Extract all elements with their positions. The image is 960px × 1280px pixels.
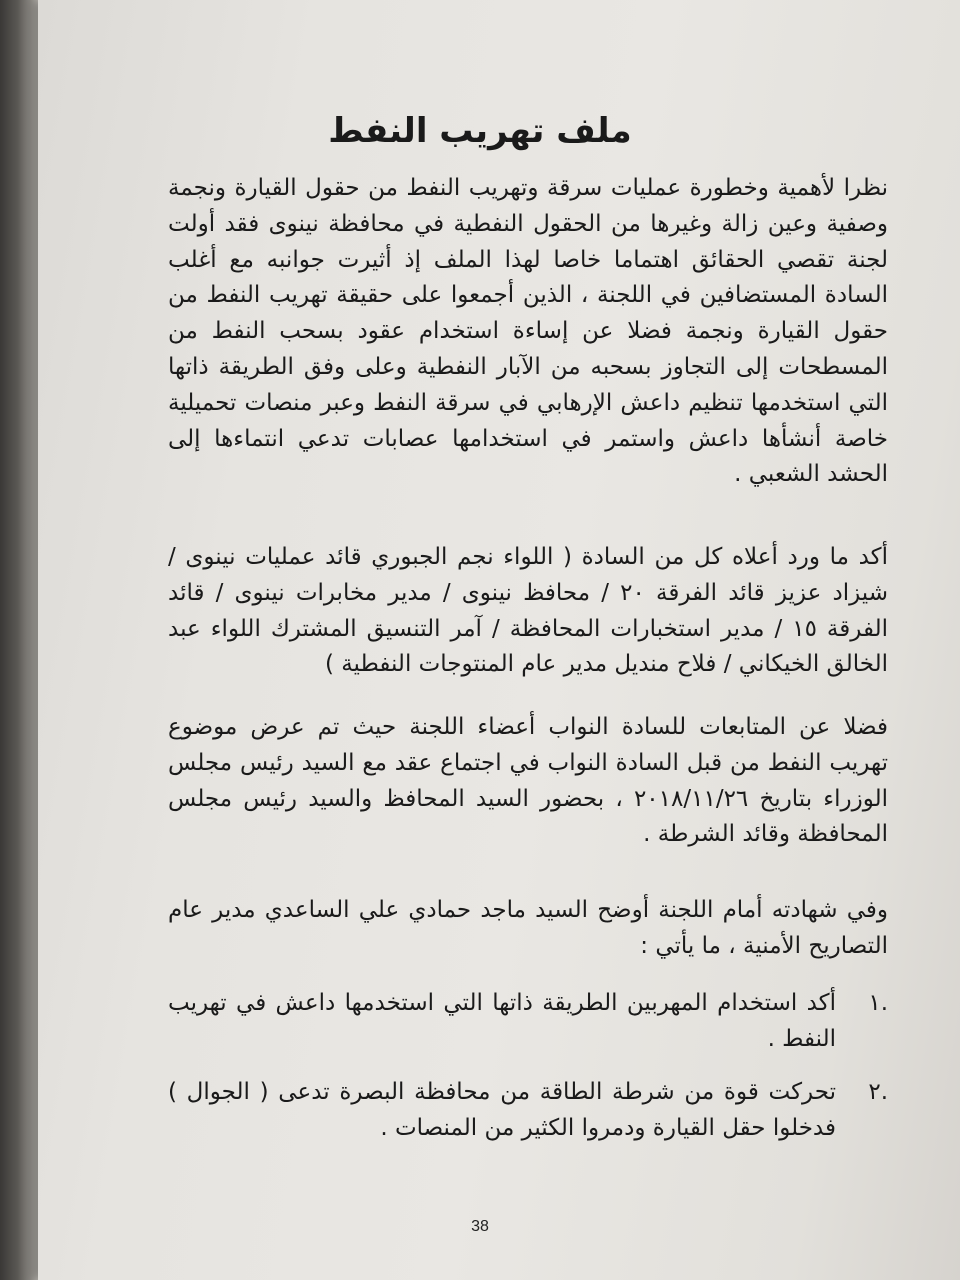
list-item-number: .١ [868,990,888,1016]
paragraph-intro: نظرا لأهمية وخطورة عمليات سرقة وتهريب النفط من حقول القيارة ونجمة وصفية وعين زالة وغيرها من الحقول النفطية في محافظة نينوى فقد أولت لجنة تقصي الحقائق اهتماما خاصا لهذا الملف إذ أثيرت جوانبه مع أغلب السادة المستضافين في اللجنة ، الذين أجمعوا على حقيقة تهريب النفط من حقول القيارة ونجمة فضلا عن إساءة استخدام عقود بسحب النفط من المسطحات إلى التجاوز بسحبه من الآبار النفطية وعلى وفق الطريقة ذاتها التي استخدمها تنظيم داعش الإرهابي في سرقة النفط وعبر منصات تحميلية خاصة أنشأها داعش واستمر في استخدامها عصابات تدعي انتماءها إلى الحشد الشعبي . [168,175,888,488]
paragraph-confirmations: أكد ما ورد أعلاه كل من السادة ( اللواء نجم الجبوري قائد عمليات نينوى / شيزاد عزيز قائد الفرقة ٢٠ / محافظ نينوى / مدير مخابرات نينوى / قائد الفرقة ١٥ / مدير استخبارات المحافظة / آمر التنسيق المشترك اللواء عبد الخالق الخيكاني / فلاح منديل مدير عام المنتوجات النفطية ) [168,544,888,678]
testimony-list [168,986,888,1058]
list-item-text: أكد استخدام المهربين الطريقة ذاتها التي استخدمها داعش في تهريب النفط . [168,990,836,1052]
list-item-text: تحركت قوة من شرطة الطاقة من محافظة البصرة تدعى ( الجوال ) فدخلوا حقل القيارة ودمروا الكثير من المنصات . [168,1079,836,1141]
list-item [168,1075,888,1147]
list-item [168,986,888,1058]
page-number: 38 [471,1218,489,1235]
paragraph-testimony: وفي شهادته أمام اللجنة أوضح السيد ماجد حمادي علي الساعدي مدير عام التصاريح الأمنية ، ما يأتي : [168,897,888,959]
paragraph-follow-ups: فضلا عن المتابعات للسادة النواب أعضاء اللجنة حيث تم عرض موضوع تهريب النفط من قبل السادة النواب في اجتماع عقد مع السيد رئيس مجلس الوزراء بتاريخ ٢٠١٨/١١/٢٦ ، بحضور السيد المحافظ والسيد رئيس مجلس المحافظة وقائد الشرطة . [168,714,889,848]
list-item-number: .٢ [868,1079,888,1105]
testimony-list-continued [168,1075,888,1147]
document-title: ملف تهريب النفط [328,111,632,151]
